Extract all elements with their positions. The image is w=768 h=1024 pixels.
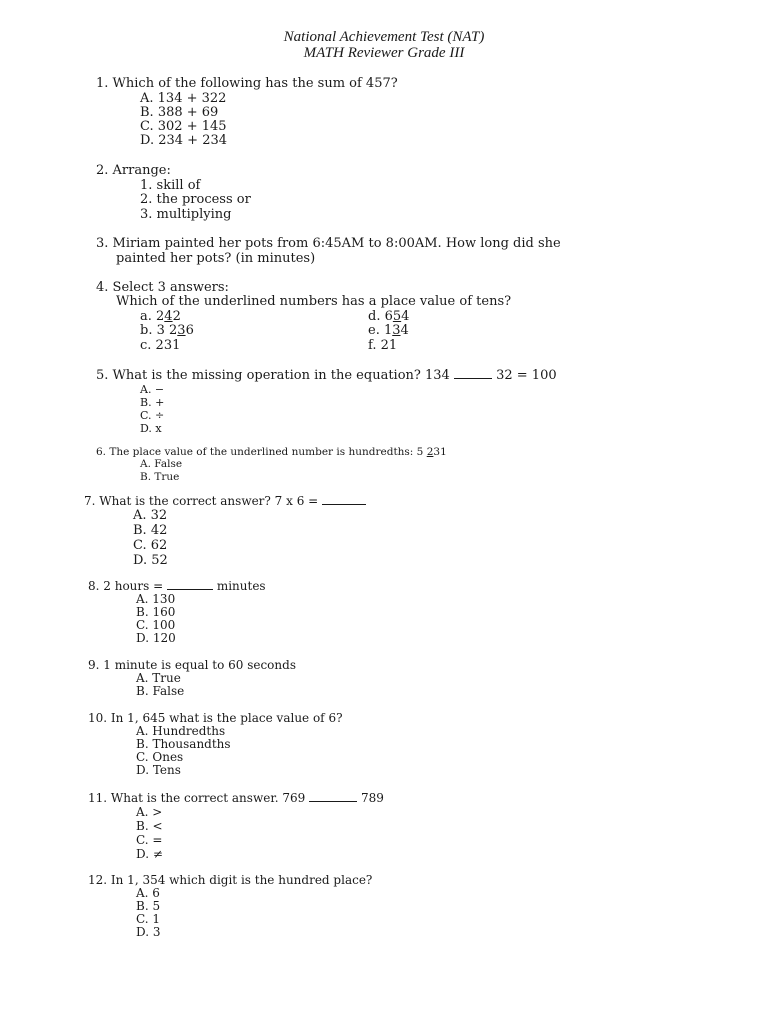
q1-option-b: B. 388 + 69	[140, 105, 219, 120]
question-1: 1. Which of the following has the sum of 457?	[96, 76, 398, 91]
q7-option-c: C. 62	[133, 538, 168, 553]
q8-option-c: C. 100	[136, 618, 176, 632]
q4-option-d: d. 654	[368, 309, 410, 324]
question-2: 2. Arrange:	[96, 163, 171, 178]
q7-option-b: B. 42	[133, 523, 168, 538]
q7-option-d: D. 52	[133, 553, 168, 568]
answer-blank	[167, 588, 213, 590]
question-8: 8. 2 hours = minutes	[88, 579, 266, 593]
q1-option-a: A. 134 + 322	[140, 91, 227, 106]
document-title: National Achievement Test (NAT)	[283, 29, 485, 45]
q2-item-1: 1. skill of	[140, 178, 201, 193]
q12-option-d: D. 3	[136, 925, 161, 939]
q6-option-a: A. False	[140, 458, 183, 470]
q2-item-2: 2. the process or	[140, 192, 251, 207]
q4-option-c: c. 231	[140, 338, 181, 353]
q9-option-a: A. True	[136, 671, 181, 685]
question-3-line-2: painted her pots? (in minutes)	[116, 251, 316, 266]
q5-option-b: B. +	[140, 396, 165, 409]
q8-option-d: D. 120	[136, 631, 176, 645]
q8-option-b: B. 160	[136, 605, 176, 619]
answer-blank	[309, 800, 357, 802]
document-subtitle: MATH Reviewer Grade III	[303, 45, 465, 61]
q12-option-a: A. 6	[136, 886, 160, 900]
question-5: 5. What is the missing operation in the equation? 134 32 = 100	[96, 368, 557, 383]
question-10: 10. In 1, 645 what is the place value of 6?	[88, 711, 343, 725]
q4-option-e: e. 134	[368, 323, 409, 338]
q6-option-b: B. True	[140, 471, 180, 483]
question-12: 12. In 1, 354 which digit is the hundred place?	[88, 873, 373, 887]
q2-item-3: 3. multiplying	[140, 207, 232, 222]
q11-option-b: B. <	[136, 819, 163, 833]
q5-option-c: C. ÷	[140, 409, 165, 422]
answer-blank	[454, 377, 492, 379]
q5-option-a: A. −	[140, 383, 165, 396]
q10-option-d: D. Tens	[136, 763, 181, 777]
q10-option-b: B. Thousandths	[136, 737, 231, 751]
q4-option-a: a. 242	[140, 309, 181, 324]
q10-option-c: C. Ones	[136, 750, 184, 764]
q4-option-b: b. 3 236	[140, 323, 194, 338]
q7-option-a: A. 32	[133, 508, 168, 523]
q9-option-b: B. False	[136, 684, 185, 698]
q4-option-f: f. 21	[368, 338, 398, 353]
q11-option-a: A. >	[136, 805, 163, 819]
q5-option-d: D. x	[140, 422, 162, 435]
question-3-line-1: 3. Miriam painted her pots from 6:45AM to 8:00AM. How long did she	[96, 236, 561, 251]
question-7: 7. What is the correct answer? 7 x 6 =	[84, 495, 366, 507]
question-4-prompt: Which of the underlined numbers has a place value of tens?	[116, 294, 512, 309]
q1-option-c: C. 302 + 145	[140, 119, 227, 134]
question-4: 4. Select 3 answers:	[96, 280, 229, 295]
q10-option-a: A. Hundredths	[136, 724, 226, 738]
q1-option-d: D. 234 + 234	[140, 133, 228, 148]
q12-option-b: B. 5	[136, 899, 161, 913]
question-6: 6. The place value of the underlined number is hundredths: 5 231	[96, 446, 447, 458]
q11-option-c: C. =	[136, 833, 163, 847]
q8-option-a: A. 130	[136, 592, 176, 606]
q11-option-d: D. ≠	[136, 847, 163, 861]
answer-blank	[322, 503, 366, 505]
question-9: 9. 1 minute is equal to 60 seconds	[88, 658, 296, 672]
question-11: 11. What is the correct answer. 769 789	[88, 791, 384, 805]
q12-option-c: C. 1	[136, 912, 161, 926]
